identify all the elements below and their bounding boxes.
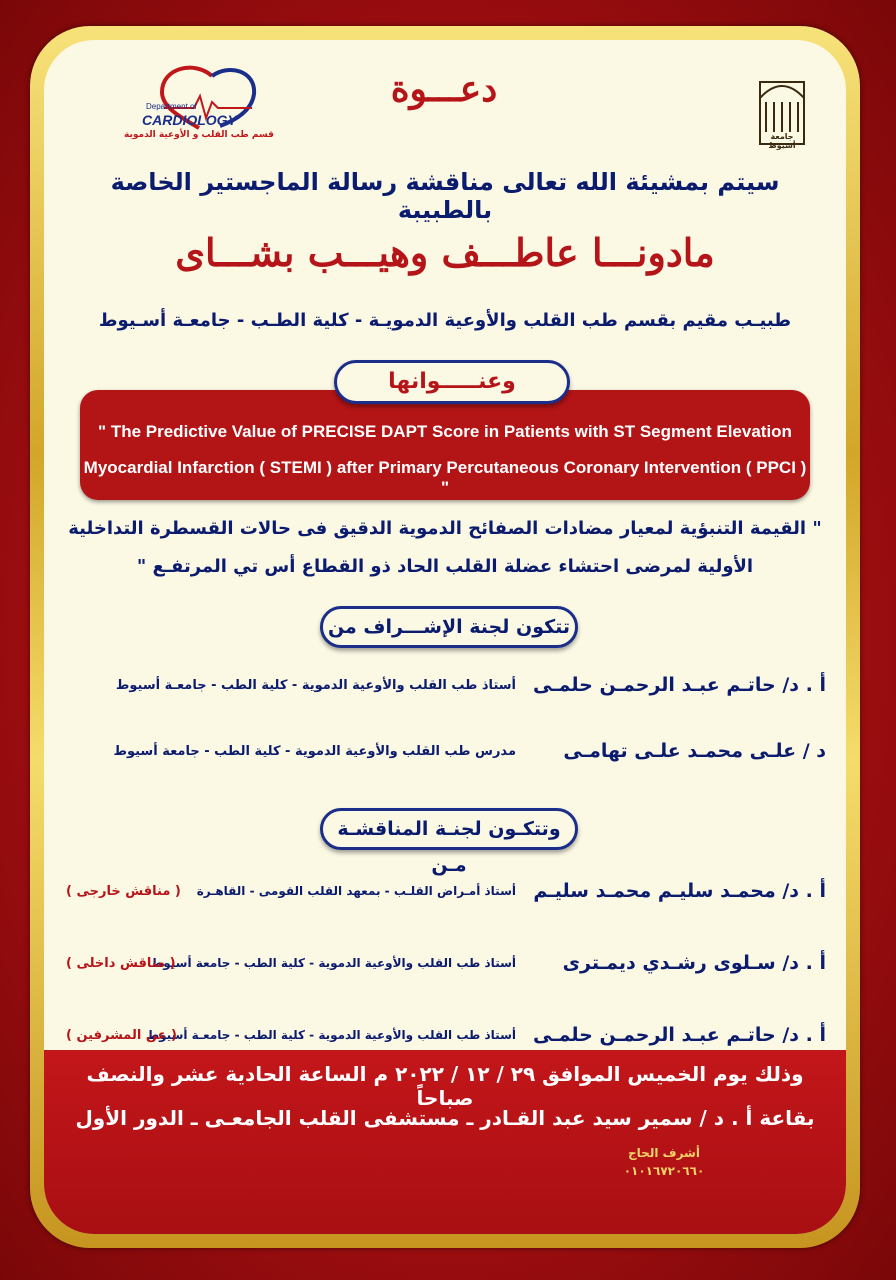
supervisor-row (64, 674, 826, 708)
examiner-role: ( مناقش داخلى ) (66, 956, 176, 971)
supervisor-name: أ . د/ حاتـم عبـد الرحمـن حلمـى (532, 674, 826, 696)
examiner-name: أ . د/ محمـد سليـم محمـد سليـم (533, 880, 826, 902)
cardiology-logo (124, 62, 274, 152)
intro-line: سيتم بمشيئة الله تعالى مناقشة رسالة الماجستير الخاصة بالطبيبة (110, 168, 780, 224)
designer-name: أشرف الحاج (628, 1146, 700, 1160)
examiner-name: أ . د/ حاتـم عبـد الرحمـن حلمـى (532, 1024, 826, 1046)
thesis-title-ar-line1: " القيمة التنبؤية لمعيار مضادات الصفائح الدموية الدقيق فى حالات القسطرة التداخلية (68, 518, 822, 539)
supervisor-row (64, 740, 826, 774)
examiner-row (64, 952, 826, 986)
invitation-title: دعـــوة (390, 68, 498, 110)
footer-date-line: وذلك يوم الخميس الموافق ٢٩ / ١٢ / ٢٠٢٢ م الساعة الحادية عشر والنصف صباحاً (86, 1062, 804, 1110)
candidate-name: مادونـــا عاطـــف وهيـــب بشـــاى (175, 230, 715, 275)
examiner-desc: أستاذ طب القلب والأوعية الدموية - كلية الطب - جامعـة أسيوط (146, 1028, 516, 1042)
examiner-row (64, 880, 826, 914)
supervisor-desc: مدرس طب القلب والأوعية الدموية - كلية الطب - جامعة أسيوط (113, 744, 516, 759)
supervisor-desc: أستاذ طب القلب والأوعية الدموية - كلية الطب - جامعـة أسيوط (115, 678, 516, 693)
logo-arabic-text: قسم طب القلب و الأوعية الدموية (124, 130, 274, 140)
invitation-card (44, 40, 846, 1234)
logo-dept-text: Department of (146, 102, 197, 111)
footer-venue-line: بقاعة أ . د / سمير سيد عبد القـادر ـ مستشفى القلب الجامعـى ـ الدور الأول (75, 1106, 815, 1130)
supervisor-name: د / علـى محمـد علـى تهامـى (563, 740, 826, 762)
examiner-name: أ . د/ سـلوى رشـدي ديمـترى (562, 952, 826, 974)
examiner-desc: أستاذ طب القلب والأوعية الدموية - كلية الطب - جامعة أسيوط (150, 956, 516, 970)
thesis-title-ar-line2: الأولية لمرضى احتشاء عضلة القلب الحاد ذو القطاع أس تي المرتفـع " (136, 556, 754, 577)
examination-heading: وتتكـون لجنـة المناقشـة مـن (320, 808, 578, 850)
thesis-title-en-line1: " The Predictive Value of PRECISE DAPT Score in Patients with ST Segment Elevation (98, 422, 792, 441)
university-logo-text: جامعة أسيوط (768, 132, 796, 150)
university-logo (694, 58, 814, 158)
thesis-title-en-line2: Myocardial Infarction ( STEMI ) after Primary Percutaneous Coronary Intervention ( PPCI ) " (83, 458, 807, 497)
examiner-desc: أستاذ أمـراض القلـب - بمعهد القلب القومى - القاهـرة (196, 884, 516, 898)
candidate-position: طبيـب مقيم بقسم طب القلب والأوعية الدمويـة - كلية الطـب - جامعـة أسـيوط (98, 310, 792, 331)
logo-cardiology-text: CARDIOLOGY (142, 112, 237, 128)
designer-phone: ٠١٠١٦٧٢٠٦٦٠ (623, 1164, 705, 1178)
examiner-role: ( عن المشرفين ) (66, 1028, 177, 1043)
examiner-role: ( مناقش خارجى ) (66, 884, 181, 899)
supervision-heading: تتكون لجنة الإشـــراف من (320, 606, 578, 648)
thesis-heading: وعنـــــوانها (334, 360, 570, 404)
